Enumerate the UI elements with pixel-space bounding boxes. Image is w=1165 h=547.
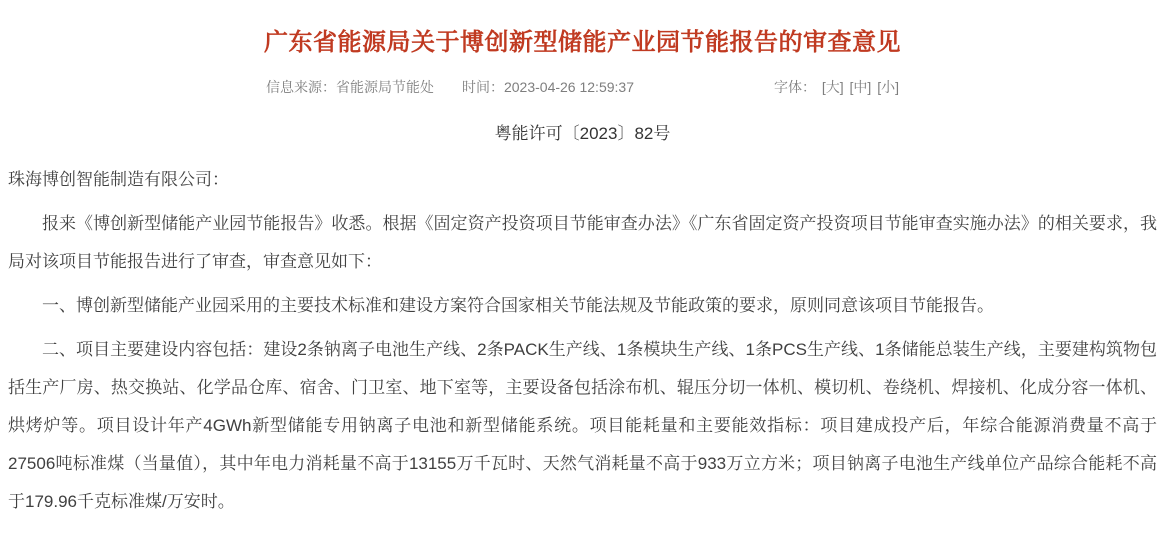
document-page (0, 28, 1165, 521)
paragraph-item-two: 二、项目主要建设内容包括：建设2条钠离子电池生产线、2条PACK生产线、1条模块生产线、1条PCS生产线、1条储能总装生产线，主要建构筑物包括生产厂房、热交换站、化学品仓库、宿舍、门卫室、地下室等，主要设备包括涂布机、辊压分切一体机、模切机、卷绕机、焊接机、化成分容一体机、烘烤炉等。项目设计年产4GWh新型储能专用钠离子电池和新型储能系统。项目能耗量和主要能效指标：项目建成投产后，年综合能源消费量不高于27506吨标准煤（当量值），其中年电力消耗量不高于13155万千瓦时、天然气消耗量不高于933万立方米；项目钠离子电池生产线单位产品综合能耗不高于179.96千克标准煤/万安时。 (8, 340, 1157, 511)
document-number: 粤能许可〔2023〕82号 (494, 124, 671, 143)
font-size-large-button[interactable]: [大] (821, 79, 844, 95)
info-source-value: 省能源局节能处 (335, 79, 434, 95)
info-source-label: 信息来源： (265, 79, 336, 95)
page-title: 广东省能源局关于博创新型储能产业园节能报告的审查意见 (264, 29, 901, 56)
font-size-small-button[interactable]: [小] (877, 79, 899, 95)
font-size-switcher (774, 80, 899, 95)
salutation: 珠海博创智能制造有限公司： (8, 170, 229, 189)
publish-time-label: 时间： (461, 79, 504, 95)
font-size-label: 字体： (773, 79, 816, 95)
paragraph-item-one: 一、博创新型储能产业园采用的主要技术标准和建设方案符合国家相关节能法规及节能政策的要求，原则同意该项目节能报告。 (42, 296, 994, 315)
paragraph-intro: 报来《博创新型储能产业园节能报告》收悉。根据《固定资产投资项目节能审查办法》《广东省固定资产投资项目节能审查实施办法》的相关要求，我局对该项目节能报告进行了审查，审查意见如下： (8, 214, 1157, 271)
font-size-medium-button[interactable]: [中] (849, 79, 872, 95)
publish-time-value: 2023-04-26 12:59:37 (503, 79, 634, 95)
info-source (266, 80, 434, 95)
meta-bar (8, 80, 1157, 95)
publish-time (462, 80, 634, 95)
document-body (8, 161, 1157, 521)
